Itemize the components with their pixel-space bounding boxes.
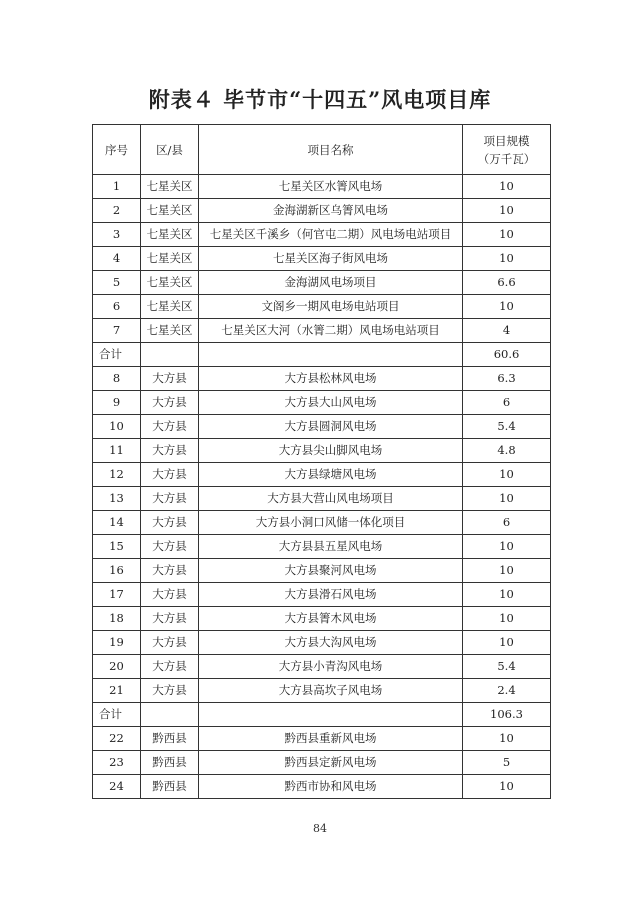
table-row — [93, 223, 551, 247]
table-row — [93, 583, 551, 607]
cell-name — [199, 703, 463, 727]
cell-scale: 10 — [463, 199, 551, 223]
cell-scale: 5.4 — [463, 655, 551, 679]
cell-scale: 4 — [463, 319, 551, 343]
table-row — [93, 295, 551, 319]
project-table — [92, 124, 551, 799]
cell-name: 七星关区千溪乡（何官屯二期）风电场电站项目 — [199, 223, 463, 247]
cell-district: 七星关区 — [141, 295, 199, 319]
cell-scale: 6.6 — [463, 271, 551, 295]
table-row — [93, 367, 551, 391]
cell-index: 11 — [93, 439, 141, 463]
cell-index: 23 — [93, 751, 141, 775]
cell-name: 七星关区水箐风电场 — [199, 175, 463, 199]
cell-district — [141, 703, 199, 727]
cell-scale: 10 — [463, 559, 551, 583]
cell-scale: 10 — [463, 247, 551, 271]
cell-district: 七星关区 — [141, 175, 199, 199]
table-row — [93, 607, 551, 631]
table-row — [93, 559, 551, 583]
cell-name — [199, 343, 463, 367]
cell-scale: 6.3 — [463, 367, 551, 391]
cell-index: 5 — [93, 271, 141, 295]
cell-district: 大方县 — [141, 631, 199, 655]
cell-name: 文阁乡一期风电场电站项目 — [199, 295, 463, 319]
page-number: 84 — [313, 822, 327, 835]
subtotal-scale: 106.3 — [463, 703, 551, 727]
header-district: 区/县 — [141, 125, 199, 175]
table-row — [93, 199, 551, 223]
cell-district: 七星关区 — [141, 271, 199, 295]
cell-scale: 10 — [463, 487, 551, 511]
table-row — [93, 247, 551, 271]
cell-index: 22 — [93, 727, 141, 751]
cell-district: 大方县 — [141, 607, 199, 631]
table-header-row — [93, 125, 551, 175]
cell-name: 大方县大山风电场 — [199, 391, 463, 415]
subtotal-label: 合计 — [93, 343, 141, 367]
table-row — [93, 535, 551, 559]
cell-index: 13 — [93, 487, 141, 511]
cell-district: 七星关区 — [141, 319, 199, 343]
table-row — [93, 463, 551, 487]
table-body — [93, 175, 551, 799]
header-scale-line1: 项目规模 — [483, 133, 530, 148]
cell-name: 黔西市协和风电场 — [199, 775, 463, 799]
cell-district: 大方县 — [141, 391, 199, 415]
cell-index: 2 — [93, 199, 141, 223]
header-scale — [463, 125, 551, 175]
cell-name: 金海湖风电场项目 — [199, 271, 463, 295]
cell-index: 15 — [93, 535, 141, 559]
table-row — [93, 271, 551, 295]
cell-scale: 2.4 — [463, 679, 551, 703]
table-row — [93, 511, 551, 535]
cell-district: 七星关区 — [141, 223, 199, 247]
cell-scale: 4.8 — [463, 439, 551, 463]
cell-index: 24 — [93, 775, 141, 799]
cell-name: 大方县尖山脚风电场 — [199, 439, 463, 463]
cell-name: 七星关区海子街风电场 — [199, 247, 463, 271]
table-row — [93, 391, 551, 415]
cell-scale: 10 — [463, 583, 551, 607]
cell-index: 8 — [93, 367, 141, 391]
cell-name: 大方县大沟风电场 — [199, 631, 463, 655]
table-row — [93, 775, 551, 799]
cell-district: 大方县 — [141, 367, 199, 391]
cell-name: 金海湖新区乌箐风电场 — [199, 199, 463, 223]
table-row — [93, 319, 551, 343]
table-row — [93, 727, 551, 751]
cell-scale: 5 — [463, 751, 551, 775]
cell-index: 14 — [93, 511, 141, 535]
table-row — [93, 655, 551, 679]
cell-district: 大方县 — [141, 511, 199, 535]
cell-index: 10 — [93, 415, 141, 439]
cell-name: 大方县松林风电场 — [199, 367, 463, 391]
cell-scale: 6 — [463, 511, 551, 535]
cell-district: 大方县 — [141, 487, 199, 511]
cell-index: 12 — [93, 463, 141, 487]
cell-scale: 10 — [463, 295, 551, 319]
cell-name: 大方县滑石风电场 — [199, 583, 463, 607]
cell-district: 大方县 — [141, 439, 199, 463]
cell-name: 大方县高坎子风电场 — [199, 679, 463, 703]
cell-index: 4 — [93, 247, 141, 271]
cell-district: 大方县 — [141, 679, 199, 703]
cell-district: 黔西县 — [141, 775, 199, 799]
cell-district: 黔西县 — [141, 751, 199, 775]
cell-name: 大方县绿塘风电场 — [199, 463, 463, 487]
cell-district: 七星关区 — [141, 199, 199, 223]
cell-scale: 10 — [463, 631, 551, 655]
cell-district: 大方县 — [141, 559, 199, 583]
cell-name: 黔西县重新风电场 — [199, 727, 463, 751]
table-row — [93, 175, 551, 199]
cell-index: 3 — [93, 223, 141, 247]
cell-name: 大方县小洞口风储一体化项目 — [199, 511, 463, 535]
cell-index: 1 — [93, 175, 141, 199]
cell-name: 大方县圆洞风电场 — [199, 415, 463, 439]
cell-index: 17 — [93, 583, 141, 607]
cell-index: 19 — [93, 631, 141, 655]
cell-index: 18 — [93, 607, 141, 631]
cell-scale: 10 — [463, 775, 551, 799]
table-row — [93, 415, 551, 439]
subtotal-row — [93, 343, 551, 367]
cell-scale: 10 — [463, 727, 551, 751]
subtotal-scale: 60.6 — [463, 343, 551, 367]
header-index: 序号 — [93, 125, 141, 175]
cell-name: 黔西县定新风电场 — [199, 751, 463, 775]
cell-scale: 5.4 — [463, 415, 551, 439]
cell-district: 大方县 — [141, 535, 199, 559]
table-row — [93, 751, 551, 775]
cell-district: 大方县 — [141, 655, 199, 679]
cell-scale: 10 — [463, 175, 551, 199]
cell-scale: 10 — [463, 607, 551, 631]
table-row — [93, 439, 551, 463]
cell-name: 大方县大营山风电场项目 — [199, 487, 463, 511]
page-title: 附表４ 毕节市“十四五”风电项目库 — [148, 87, 492, 112]
subtotal-label: 合计 — [93, 703, 141, 727]
table-row — [93, 631, 551, 655]
cell-district: 七星关区 — [141, 247, 199, 271]
cell-index: 7 — [93, 319, 141, 343]
header-scale-line2: （万千瓦） — [477, 151, 536, 166]
cell-name: 大方县箐木风电场 — [199, 607, 463, 631]
cell-name: 大方县小青沟风电场 — [199, 655, 463, 679]
cell-index: 16 — [93, 559, 141, 583]
cell-name: 大方县聚河风电场 — [199, 559, 463, 583]
cell-index: 20 — [93, 655, 141, 679]
cell-name: 七星关区大河（水箐二期）风电场电站项目 — [199, 319, 463, 343]
cell-district: 大方县 — [141, 463, 199, 487]
table-row — [93, 487, 551, 511]
cell-index: 9 — [93, 391, 141, 415]
header-name: 项目名称 — [199, 125, 463, 175]
cell-scale: 10 — [463, 463, 551, 487]
cell-scale: 10 — [463, 535, 551, 559]
cell-district: 大方县 — [141, 415, 199, 439]
cell-index: 21 — [93, 679, 141, 703]
cell-index: 6 — [93, 295, 141, 319]
cell-district: 大方县 — [141, 583, 199, 607]
cell-scale: 10 — [463, 223, 551, 247]
subtotal-row — [93, 703, 551, 727]
cell-district: 黔西县 — [141, 727, 199, 751]
cell-district — [141, 343, 199, 367]
cell-name: 大方县县五星风电场 — [199, 535, 463, 559]
cell-scale: 6 — [463, 391, 551, 415]
table-row — [93, 679, 551, 703]
